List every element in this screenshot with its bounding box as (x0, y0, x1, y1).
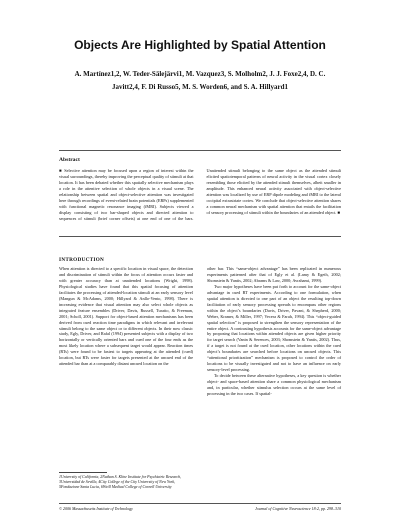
footnote-rule (59, 472, 107, 473)
abstract-text: ■ Selective attention may be focused upon a region of interest within the visual surroundings, thereby improving the perceptual quality of stimuli at that location. It has been debated whether this spatially selective mechanism plays a role in the attentive selection of whole objects in a visual scene. The relationship between spatial and object-selective attention was investigated here through recordings of event-related brain potentials (ERPs) supplemented with functional magnetic resonance imaging (fMRI). Subjects viewed a display consisting of two bar-shaped objects and directed attention to sequences of stimuli (brief corner offsets) at one end of one of the bars. Unattended stimuli belonging to the same object as the attended stimuli elicited spatiotemporal patterns of neural activity in the visual cortex closely resembling those elicited by the attended stimuli themselves, albeit smaller in amplitude. This enhanced neural activity associated with object-selective attention was localized by use of ERP dipole modeling and fMRI to the lateral occipital extrastriate cortex. We conclude that object-selective attention shares a common neural mechanism with spatial attention that entails the facilitation of sensory processing of stimuli within the boundaries of an attended object. ■ (59, 168, 341, 222)
section-heading-introduction: INTRODUCTION (59, 257, 105, 263)
paragraph: When attention is directed to a specific location in visual space, the detection and discrimination of stimuli within the focus of attention occurs faster and with greater accuracy than at unattended locations (Wright, 1998). Physiological studies have found that this spatial focusing of attention facilitates the processing of attended-location stimuli at an early sensory level (Mangun & McAdams, 2000; Hillyard & Anllo-Vento, 1998). There is increasing evidence that visual attention may also select whole objects as integrated feature ensembles (Driver, Davis, Russell, Turatto, & Freeman, 2001; Scholl, 2001). Support for object-based attention mechanisms has been derived from cued reaction time paradigms in which relevant and irrelevant stimuli belong to the same object or to different objects. In their now classic study, Egly, Driver, and Rafal (1994) presented subjects with a display of two horizontally or vertically oriented bars and cued one of the four ends as the most likely location where a subsequent target would appear. Reaction times (RTs) were found to be fastest to targets appearing at the attended (cued) location, but RTs were faster for targets presented at the uncued end of the attended bar than at a comparably distant uncued location on the (59, 266, 193, 367)
copyright-footer: © 2006 Massachusetts Institute of Technology (59, 506, 133, 511)
paragraph: To decide between these alternative hypotheses, a key question is whether object- and space-based attention share a common physiological mechanism and, in particular, whether stimulus selection occurs at the same level of processing in the two cases. If spatial- (207, 373, 341, 397)
paragraph: Two major hypotheses have been put forth to account for the same-object advantage in cued RT experiments. According to one formulation, when spatial attention is directed to one part of an object the resulting top-down facilitation of early sensory processing spreads to encompass other regions within the object’s boundaries (Davis, Driver, Pavani, & Shepherd, 2000; Weber, Kramer, & Miller, 1997; Vecera & Farah, 1994). This “object-guided spatial selection” is proposed to strengthen the sensory representation of the entire object. A contrasting hypothesis accounts for the same-object advantage by proposing that locations within attended objects are given higher priority for target search (Vanin & Serences, 2003; Shomstein & Yantis, 2002). Thus, if a target is not found at the cued location, other locations within the cued object’s boundaries are searched before locations on uncued objects. This “attentional prioritization” mechanism is proposed to control the order of locations to be visually investigated and not to have an influence on early sensory-level processing. (207, 283, 341, 373)
right-column (207, 266, 341, 397)
abstract-heading: Abstract (59, 157, 80, 163)
paragraph: other bar. This “same-object advantage” has been replicated in numerous experiments patterned after that of Egly et al. (Lamy & Egeth, 2002; Shomstein & Yantis, 2002; Abrams & Law, 2000; Avrahami, 1999). (207, 266, 341, 283)
abstract-bottom-rule (59, 236, 341, 237)
journal-footer: Journal of Cognitive Neuroscience 18:2, pp. 298–310 (254, 506, 341, 511)
affiliations-footnote: 1University of California, 2Nathan S. Kline Institute for Psychiatric Research, 3Universidad de Sevilla, 4City College of the City University of New York, 5Fondazione Santa Lucia, 6Weill Medical College of Cornell University (59, 475, 182, 489)
article-title: Objects Are Highlighted by Spatial Attention (74, 38, 326, 52)
abstract-top-rule (59, 150, 341, 151)
left-column (59, 266, 193, 367)
footer-rule (59, 503, 341, 504)
author-list: A. Martínez1,2, W. Teder-Sälejärvi1, M. Vazquez3, S. Molholm2, J. J. Foxe2,4, D. C. Javitt2,4, F. Di Russo5, M. S. Worden6, and S. A. Hillyard1 (74, 70, 326, 91)
